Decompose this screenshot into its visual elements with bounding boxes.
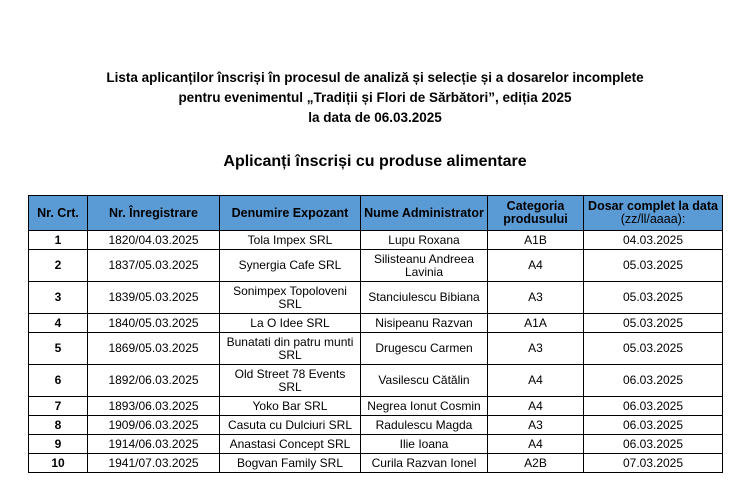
cell-nr: 7 [29, 397, 88, 416]
table-row [29, 454, 723, 473]
table-row [29, 333, 723, 365]
header-dosar-label: Dosar complet la data [588, 199, 718, 213]
header-nume-administrator: Nume Administrator [361, 196, 488, 231]
cell-administrator: Negrea Ionut Cosmin [361, 397, 488, 416]
header-dosar-complet [584, 196, 723, 231]
cell-categoria: A4 [488, 397, 584, 416]
cell-nr: 6 [29, 365, 88, 397]
cell-administrator: Curila Razvan Ionel [361, 454, 488, 473]
cell-dosar: 05.03.2025 [584, 250, 723, 282]
cell-dosar: 05.03.2025 [584, 282, 723, 314]
cell-expozant: Casuta cu Dulciuri SRL [220, 416, 361, 435]
cell-categoria: A4 [488, 435, 584, 454]
heading-line-2: pentru evenimentul „Tradiții și Flori de Sărbători”, ediția 2025 [178, 90, 572, 105]
cell-inregistrare: 1869/05.03.2025 [88, 333, 220, 365]
table-row [29, 250, 723, 282]
cell-administrator: Stanciulescu Bibiana [361, 282, 488, 314]
cell-dosar: 06.03.2025 [584, 435, 723, 454]
header-nr-inregistrare: Nr. Înregistrare [88, 196, 220, 231]
header-denumire-expozant: Denumire Expozant [220, 196, 361, 231]
cell-administrator: Silisteanu Andreea Lavinia [361, 250, 488, 282]
cell-categoria: A3 [488, 416, 584, 435]
applicants-table [28, 195, 723, 473]
table-row [29, 314, 723, 333]
cell-categoria: A4 [488, 250, 584, 282]
cell-dosar: 04.03.2025 [584, 231, 723, 250]
cell-expozant: La O Idee SRL [220, 314, 361, 333]
cell-inregistrare: 1839/05.03.2025 [88, 282, 220, 314]
cell-nr: 2 [29, 250, 88, 282]
header-categoria-produsului: Categoria produsului [488, 196, 584, 231]
cell-nr: 1 [29, 231, 88, 250]
cell-dosar: 05.03.2025 [584, 314, 723, 333]
cell-dosar: 06.03.2025 [584, 365, 723, 397]
header-dosar-format: (zz/ll/aaaa): [620, 212, 686, 226]
cell-expozant: Sonimpex Topoloveni SRL [220, 282, 361, 314]
cell-categoria: A1A [488, 314, 584, 333]
cell-expozant: Bogvan Family SRL [220, 454, 361, 473]
section-subtitle: Aplicanți înscriși cu produse alimentare [223, 153, 527, 170]
table-row [29, 435, 723, 454]
table-row [29, 282, 723, 314]
cell-inregistrare: 1893/06.03.2025 [88, 397, 220, 416]
cell-administrator: Drugescu Carmen [361, 333, 488, 365]
cell-nr: 5 [29, 333, 88, 365]
heading-line-1: Lista aplicanților înscriși în procesul de analiză și selecție și a dosarelor incomplete [106, 70, 644, 85]
cell-inregistrare: 1941/07.03.2025 [88, 454, 220, 473]
cell-expozant: Old Street 78 Events SRL [220, 365, 361, 397]
cell-inregistrare: 1820/04.03.2025 [88, 231, 220, 250]
cell-inregistrare: 1892/06.03.2025 [88, 365, 220, 397]
cell-expozant: Tola Impex SRL [220, 231, 361, 250]
cell-nr: 3 [29, 282, 88, 314]
table-header-row [29, 196, 723, 231]
cell-expozant: Yoko Bar SRL [220, 397, 361, 416]
header-nr-crt: Nr. Crt. [29, 196, 88, 231]
cell-administrator: Nisipeanu Razvan [361, 314, 488, 333]
cell-dosar: 06.03.2025 [584, 416, 723, 435]
table-row [29, 397, 723, 416]
cell-nr: 10 [29, 454, 88, 473]
cell-categoria: A2B [488, 454, 584, 473]
cell-inregistrare: 1840/05.03.2025 [88, 314, 220, 333]
cell-dosar: 07.03.2025 [584, 454, 723, 473]
cell-nr: 9 [29, 435, 88, 454]
cell-dosar: 06.03.2025 [584, 397, 723, 416]
cell-categoria: A1B [488, 231, 584, 250]
cell-categoria: A4 [488, 365, 584, 397]
cell-administrator: Radulescu Magda [361, 416, 488, 435]
cell-categoria: A3 [488, 333, 584, 365]
cell-administrator: Lupu Roxana [361, 231, 488, 250]
table-row [29, 365, 723, 397]
cell-expozant: Anastasi Concept SRL [220, 435, 361, 454]
heading-line-3: la data de 06.03.2025 [308, 110, 442, 125]
table-row [29, 416, 723, 435]
cell-inregistrare: 1837/05.03.2025 [88, 250, 220, 282]
cell-expozant: Bunatati din patru munti SRL [220, 333, 361, 365]
cell-expozant: Synergia Cafe SRL [220, 250, 361, 282]
cell-administrator: Ilie Ioana [361, 435, 488, 454]
cell-inregistrare: 1909/06.03.2025 [88, 416, 220, 435]
cell-categoria: A3 [488, 282, 584, 314]
cell-nr: 4 [29, 314, 88, 333]
document-heading [0, 68, 750, 128]
cell-inregistrare: 1914/06.03.2025 [88, 435, 220, 454]
table-row [29, 231, 723, 250]
cell-administrator: Vasilescu Cătălin [361, 365, 488, 397]
cell-dosar: 05.03.2025 [584, 333, 723, 365]
cell-nr: 8 [29, 416, 88, 435]
